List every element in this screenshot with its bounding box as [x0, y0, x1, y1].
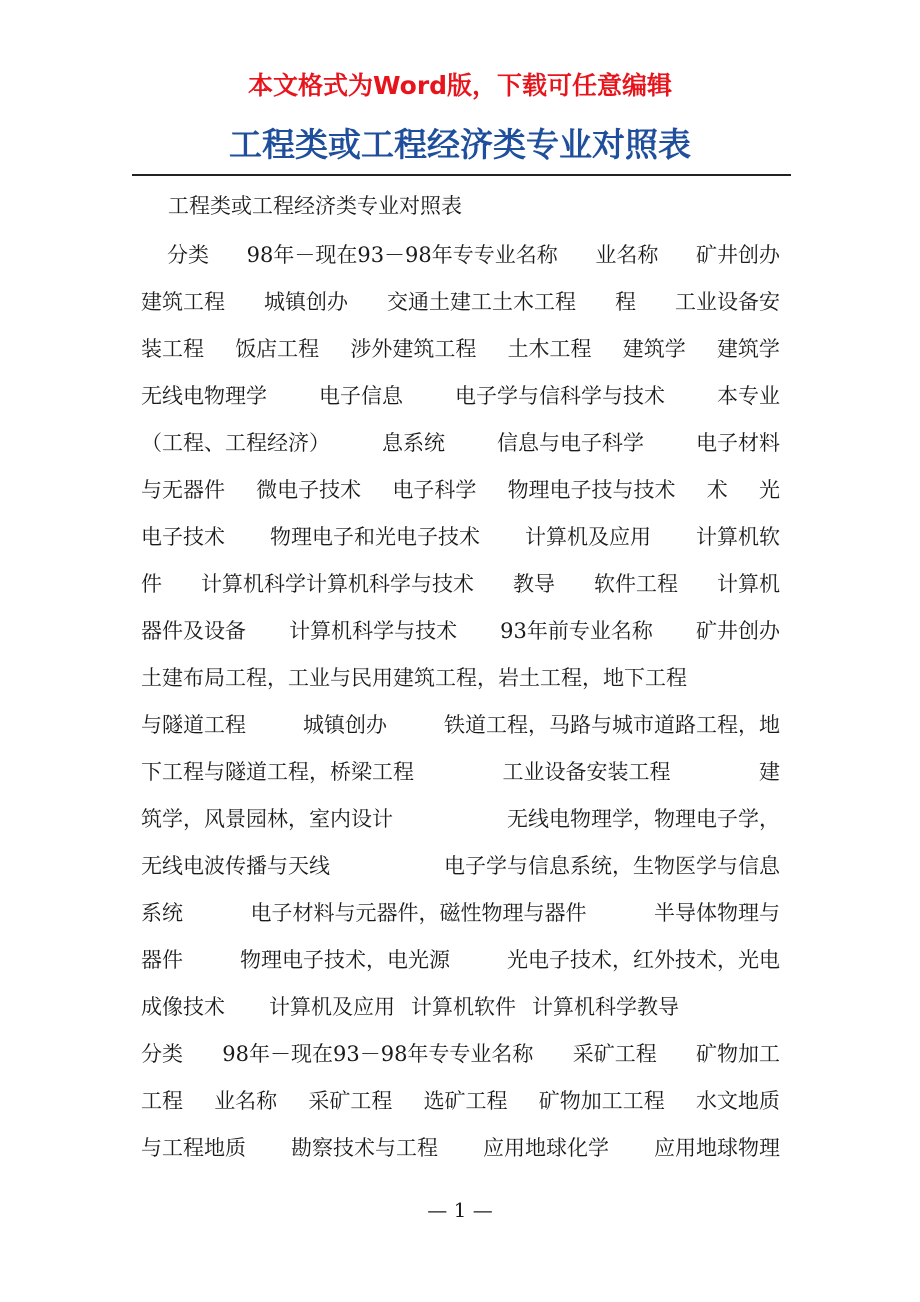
body-line-segment: 光 — [758, 478, 780, 502]
body-line-segment: 电子信息 — [319, 384, 403, 408]
body-line-segment: 筑学，风景园林，室内设计 — [141, 807, 393, 831]
body-line-segment: 分类 — [167, 243, 209, 267]
body-line-segment: 程 — [615, 290, 636, 314]
body-line — [141, 890, 780, 937]
body-line-segment: 城镇创办 — [264, 290, 348, 314]
body-line-segment: 应用地球物理 — [654, 1136, 780, 1160]
body-line-segment: 工程 — [141, 1089, 183, 1113]
body-line — [141, 843, 780, 890]
document-title: 工程类或工程经济类专业对照表 — [229, 125, 691, 164]
body-line-segment: 电子学与信息系统，生物医学与信息 — [444, 854, 780, 878]
document-subtitle: 工程类或工程经济类专业对照表 — [168, 194, 462, 218]
body-line-segment: 城镇创办 — [303, 713, 387, 737]
body-line-segment: 物理电子和光电子技术 — [270, 525, 480, 549]
body-line-segment: 工业设备安装工程 — [502, 760, 671, 784]
body-text — [141, 232, 780, 1172]
body-line — [141, 561, 780, 608]
body-line-segment: 矿物加工 — [695, 1042, 780, 1066]
body-line-segment: 光电子技术，红外技术，光电 — [507, 948, 780, 972]
body-line — [141, 796, 780, 843]
body-line-segment: 息系统 — [382, 431, 445, 455]
body-line — [141, 279, 780, 326]
body-line-segment: 器件 — [141, 948, 183, 972]
body-line-segment: 矿井创办 — [695, 619, 780, 643]
body-line-segment: 98年－现在93－98年专专业名称 — [222, 1042, 534, 1066]
body-line-segment: 术 — [706, 478, 728, 502]
body-line — [141, 232, 780, 279]
body-line-segment: 交通土建工土木工程 — [387, 290, 576, 314]
body-line-segment: 饭店工程 — [235, 337, 320, 361]
body-line-segment: 计算机科学教导 — [532, 995, 679, 1019]
body-line — [141, 608, 780, 655]
body-line — [141, 420, 780, 467]
body-line-segment: 勘察技术与工程 — [291, 1136, 438, 1160]
body-line-segment: 器件及设备 — [141, 619, 246, 643]
body-line-segment: 应用地球化学 — [483, 1136, 609, 1160]
body-line-segment: 本专业 — [717, 384, 780, 408]
body-line-segment: 教导 — [513, 572, 555, 596]
body-line-segment: 计算机软 — [696, 525, 780, 549]
body-line-segment: 涉外建筑工程 — [350, 337, 477, 361]
body-line — [141, 514, 780, 561]
body-line-segment: 业名称 — [214, 1089, 278, 1113]
body-line-segment: 无线电物理学，物理电子学， — [507, 807, 780, 831]
body-line-segment: 信息与电子科学 — [497, 431, 644, 455]
body-line — [141, 1031, 780, 1078]
body-line-segment: 采矿工程 — [308, 1089, 393, 1113]
body-line-segment: 采矿工程 — [572, 1042, 657, 1066]
body-line-segment: 物理电子技与技术 — [507, 478, 676, 502]
title-divider — [132, 174, 791, 176]
body-line — [141, 937, 780, 984]
body-line — [141, 702, 780, 749]
body-line-segment: 工业设备安 — [675, 290, 780, 314]
body-line — [141, 326, 780, 373]
body-line-segment: 与无器件 — [141, 478, 225, 502]
body-line-segment: 建筑工程 — [141, 290, 225, 314]
body-line — [141, 749, 780, 796]
body-line-segment: 电子科学 — [392, 478, 477, 502]
body-line-segment: 电子技术 — [141, 525, 225, 549]
body-line — [141, 1078, 780, 1125]
body-line-segment: 物理电子技术，电光源 — [240, 948, 450, 972]
body-line-segment: 下工程与隧道工程，桥梁工程 — [141, 760, 414, 784]
body-line-segment: 装工程 — [141, 337, 204, 361]
body-line-segment: 与工程地质 — [141, 1136, 246, 1160]
body-line-segment: 半导体物理与 — [654, 901, 780, 925]
body-line — [141, 373, 780, 420]
body-line-segment: 软件工程 — [594, 572, 678, 596]
body-line — [141, 984, 780, 1031]
body-line-segment: 93年前专业名称 — [500, 619, 653, 643]
body-line-segment: 建 — [759, 760, 780, 784]
body-line — [141, 655, 780, 702]
body-line — [141, 1125, 780, 1172]
body-line-segment: 计算机科学计算机科学与技术 — [201, 572, 474, 596]
body-line — [141, 467, 780, 514]
body-line-segment: 电子学与信科学与技术 — [455, 384, 665, 408]
body-line-segment: 成像技术 — [141, 995, 225, 1019]
body-line-segment: 系统 — [141, 901, 183, 925]
body-line-segment: 无线电波传播与天线 — [141, 854, 330, 878]
body-line-segment: 无线电物理学 — [141, 384, 267, 408]
body-line-segment: 建筑学 — [716, 337, 780, 361]
body-line-segment: 计算机科学与技术 — [289, 619, 458, 643]
body-line-segment: 铁道工程，马路与城市道路工程，地 — [444, 713, 780, 737]
body-line-segment: 与隧道工程 — [141, 713, 246, 737]
format-notice-banner: 本文格式为Word版，下载可任意编辑 — [247, 71, 673, 100]
body-line-segment: 分类 — [141, 1042, 183, 1066]
body-line-segment: 98年－现在93－98年专专业名称 — [246, 243, 558, 267]
body-line-segment: 矿井创办 — [696, 243, 780, 267]
body-line-segment: 计算机软件 — [411, 995, 516, 1019]
body-line-segment: 土木工程 — [507, 337, 592, 361]
body-line-segment: 电子材料与元器件，磁性物理与器件 — [250, 901, 587, 925]
body-line-segment: 选矿工程 — [423, 1089, 508, 1113]
body-line-segment: 水文地质 — [695, 1089, 780, 1113]
body-line-segment: 土建布局工程，工业与民用建筑工程，岩土工程，地下工程 — [141, 666, 687, 690]
body-line-segment: 电子材料 — [696, 431, 780, 455]
body-line-segment: 计算机及应用 — [269, 995, 395, 1019]
body-line-segment: 建筑学 — [622, 337, 686, 361]
body-line-segment: 计算机 — [717, 572, 780, 596]
body-line-segment: 业名称 — [595, 243, 659, 267]
body-line-segment: 计算机及应用 — [525, 525, 651, 549]
page-number: — 1 — — [427, 1198, 493, 1222]
body-line-segment: 微电子技术 — [256, 478, 362, 502]
body-line-segment: （工程、工程经济） — [141, 431, 330, 455]
body-line-segment: 件 — [141, 572, 162, 596]
body-line-segment: 矿物加工工程 — [538, 1089, 665, 1113]
